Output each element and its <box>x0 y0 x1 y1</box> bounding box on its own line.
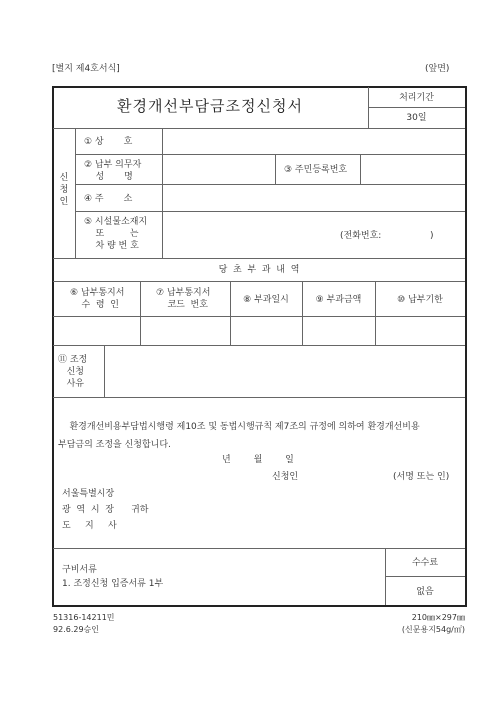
levy-col-divider-1 <box>140 281 141 345</box>
approval-date: 92.6.29승인 <box>53 625 99 634</box>
notice-recipient-header: ⑥ 납부통지서 수 령 인 <box>70 288 125 310</box>
processing-label: 처리기간 <box>399 93 434 103</box>
line-397 <box>53 397 465 398</box>
processing-value: 30일 <box>406 113 427 123</box>
fee-label: 수수료 <box>411 558 439 568</box>
line-128 <box>53 128 465 129</box>
paper-type: (신문용지54g/㎡) <box>401 625 465 634</box>
attachments-item: 1. 조정신청 입증서류 1부 <box>62 579 164 589</box>
recipient-seoul: 서울특별시장 <box>62 489 115 499</box>
adjustment-reason-label: ⑪ 조정 신청 사유 <box>58 355 88 389</box>
payment-deadline-header: ⑩ 납부기한 <box>397 295 443 305</box>
processing-divider <box>368 107 465 108</box>
line-316 <box>53 316 465 317</box>
paper-size: 210㎜×297㎜ <box>411 613 465 622</box>
recipient-metro: 광 역 시 장 귀하 <box>62 505 149 515</box>
resident-number-label: ③ 주민등록번호 <box>284 165 348 175</box>
line-345 <box>53 345 465 346</box>
applicant-signature-label: 신청인 <box>272 472 299 482</box>
notice-code-header: ⑦ 납부통지서 코드 번호 <box>156 288 211 310</box>
line-154 <box>75 154 465 155</box>
levy-col-divider-2 <box>230 281 231 345</box>
form-title: 환경개선부담금조정신청서 <box>117 97 303 115</box>
application-date: 년 월 일 <box>222 455 294 465</box>
rrn-right-divider <box>360 154 361 184</box>
line-258 <box>53 258 465 259</box>
facility-location-label: ⑤ 시설물소재지 또 는 차 량 번 호 <box>84 217 148 251</box>
line-211 <box>75 211 465 212</box>
recipient-province: 도 지 사 <box>62 521 117 531</box>
declaration-text: 환경개선비용부담법시행령 제10조 및 동법시행규칙 제7조의 규정에 의하여 환경개선비용 부담금의 조정을 신청합니다. <box>58 422 420 450</box>
frame-bottom <box>52 605 466 607</box>
fee-row-divider <box>385 576 465 577</box>
levy-col-divider-4 <box>375 281 376 345</box>
frame-top <box>52 86 466 88</box>
reason-divider <box>104 345 105 397</box>
business-name-label: ① 상 호 <box>84 137 133 147</box>
applicant-group-divider <box>75 128 76 258</box>
attachments-label: 구비서류 <box>62 565 97 575</box>
line-184 <box>75 184 465 185</box>
form-number: [별지 제4호서식] <box>52 64 120 74</box>
sign-or-seal-label: (서명 또는 인) <box>393 472 450 482</box>
address-label: ④ 주 소 <box>84 194 133 204</box>
rrn-left-divider <box>275 154 276 184</box>
levy-section-label: 당 초 부 과 내 역 <box>218 265 300 275</box>
payer-name-label: ② 납부 의무자 성 명 <box>84 160 142 182</box>
form-code: 51316-14211민 <box>53 613 115 622</box>
page-side-label: (앞면) <box>425 64 450 74</box>
frame-left <box>52 86 54 607</box>
line-548 <box>53 548 465 549</box>
frame-right <box>465 86 467 607</box>
fee-value: 없음 <box>416 587 434 597</box>
applicant-label-divider <box>162 128 163 258</box>
phone-number-label: (전화번호: ) <box>340 231 434 241</box>
levy-col-divider-3 <box>302 281 303 345</box>
levy-amount-header: ⑨ 부과금액 <box>315 295 362 305</box>
levy-date-header: ⑧ 부과일시 <box>243 295 289 305</box>
line-281 <box>53 281 465 282</box>
applicant-group-label: 신 청 인 <box>59 173 69 207</box>
